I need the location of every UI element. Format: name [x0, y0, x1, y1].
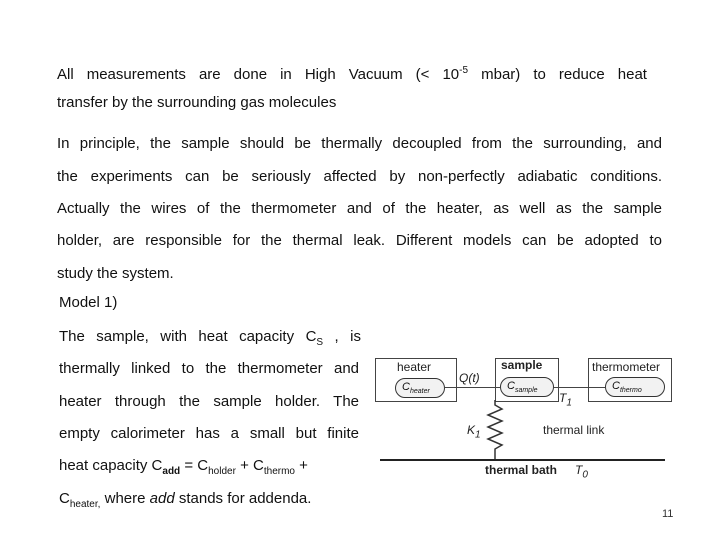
text-p2-3: Actually the wires of the thermometer and of the heater, as well as the sample	[57, 200, 662, 217]
c-sample-sub: sample	[514, 387, 538, 395]
thermal-link-label: thermal link	[543, 423, 605, 437]
m1-sub: S	[316, 337, 324, 348]
heater-label: heater	[397, 360, 432, 374]
m4: empty calorimeter has a small but finite	[59, 425, 359, 442]
model-line-2	[59, 360, 359, 378]
text-l1-end: mbar) to reduce heat	[468, 66, 647, 83]
m5a: heat capacity C	[59, 457, 163, 474]
page-number: 11	[662, 508, 674, 520]
t0-text: T	[575, 463, 583, 477]
model-line-6	[59, 490, 311, 514]
k1-label	[467, 423, 481, 440]
m6a: C	[59, 490, 70, 507]
heat-flow-label	[459, 371, 480, 385]
text-p2-5: study the system.	[57, 265, 174, 282]
calorimeter-diagram	[375, 355, 675, 485]
text-l1: All measurements are done in High Vacuum (< 10	[57, 66, 460, 83]
text-p2-1: In principle, the sample should be thermally decoupled from the surrounding, and	[57, 135, 662, 152]
c-heater-sub: heater	[409, 388, 430, 396]
m6c: stands for addenda.	[174, 490, 312, 507]
m5-holder: holder	[208, 466, 236, 477]
model-line-4	[59, 425, 359, 443]
c-thermo-pill	[605, 377, 665, 397]
k1-text: K	[467, 423, 476, 437]
k1-sub: 1	[475, 429, 481, 441]
text-line-1	[57, 62, 647, 84]
thermal-bath-label: thermal bath	[485, 463, 558, 477]
c-sample: C	[507, 380, 515, 392]
t0-label	[575, 463, 588, 480]
t1-text: T	[559, 391, 567, 405]
m1b: , is	[323, 328, 361, 345]
c-thermo-sub: thermo	[619, 387, 642, 395]
model-line-5	[59, 457, 364, 481]
text-l2: transfer by the surrounding gas molecules	[57, 94, 337, 111]
text-p2-4: holder, are responsible for the thermal leak. Different models can be adopted to	[57, 232, 662, 249]
model-title	[59, 294, 117, 312]
text-p2-2: the experiments can be seriously affected by non-perfectly adiabatic conditions.	[57, 168, 662, 185]
t0-sub: 0	[582, 469, 588, 481]
m6-heater: heater,	[69, 499, 101, 510]
m5-add: add	[162, 466, 181, 477]
m5c: + C	[235, 457, 264, 474]
m5b: = C	[180, 457, 209, 474]
m1a: The sample, with heat capacity C	[59, 328, 317, 345]
model-title-text: Model 1)	[59, 294, 118, 311]
t1-label	[559, 391, 572, 408]
heater-sample-link	[445, 387, 500, 388]
thermal-bath-line	[380, 459, 665, 461]
model-line-1	[59, 328, 361, 352]
m2: thermally linked to the thermometer and	[59, 360, 359, 377]
sample-label: sample	[501, 358, 543, 372]
c-heater: C	[402, 381, 410, 393]
m3: heater through the sample holder. The	[59, 393, 359, 410]
text-line-5	[57, 200, 662, 218]
text-line-6	[57, 232, 662, 250]
sample-thermo-link	[554, 387, 605, 388]
text-line-3	[57, 135, 662, 153]
exponent: -5	[459, 65, 469, 76]
q-text: Q(t)	[459, 371, 480, 385]
m6-add: add	[149, 490, 175, 507]
m5d: +	[294, 457, 308, 474]
m5-thermo: thermo	[263, 466, 295, 477]
text-line-4	[57, 168, 662, 186]
t1-sub: 1	[566, 397, 572, 409]
model-line-3	[59, 393, 359, 411]
m6b: where	[100, 490, 150, 507]
c-thermo: C	[612, 380, 620, 392]
thermal-link-spring	[480, 400, 510, 460]
c-sample-pill	[500, 377, 554, 397]
text-line-2	[57, 94, 336, 112]
c-heater-pill	[395, 378, 445, 398]
text-line-7	[57, 265, 174, 283]
thermometer-label: thermometer	[592, 360, 661, 374]
